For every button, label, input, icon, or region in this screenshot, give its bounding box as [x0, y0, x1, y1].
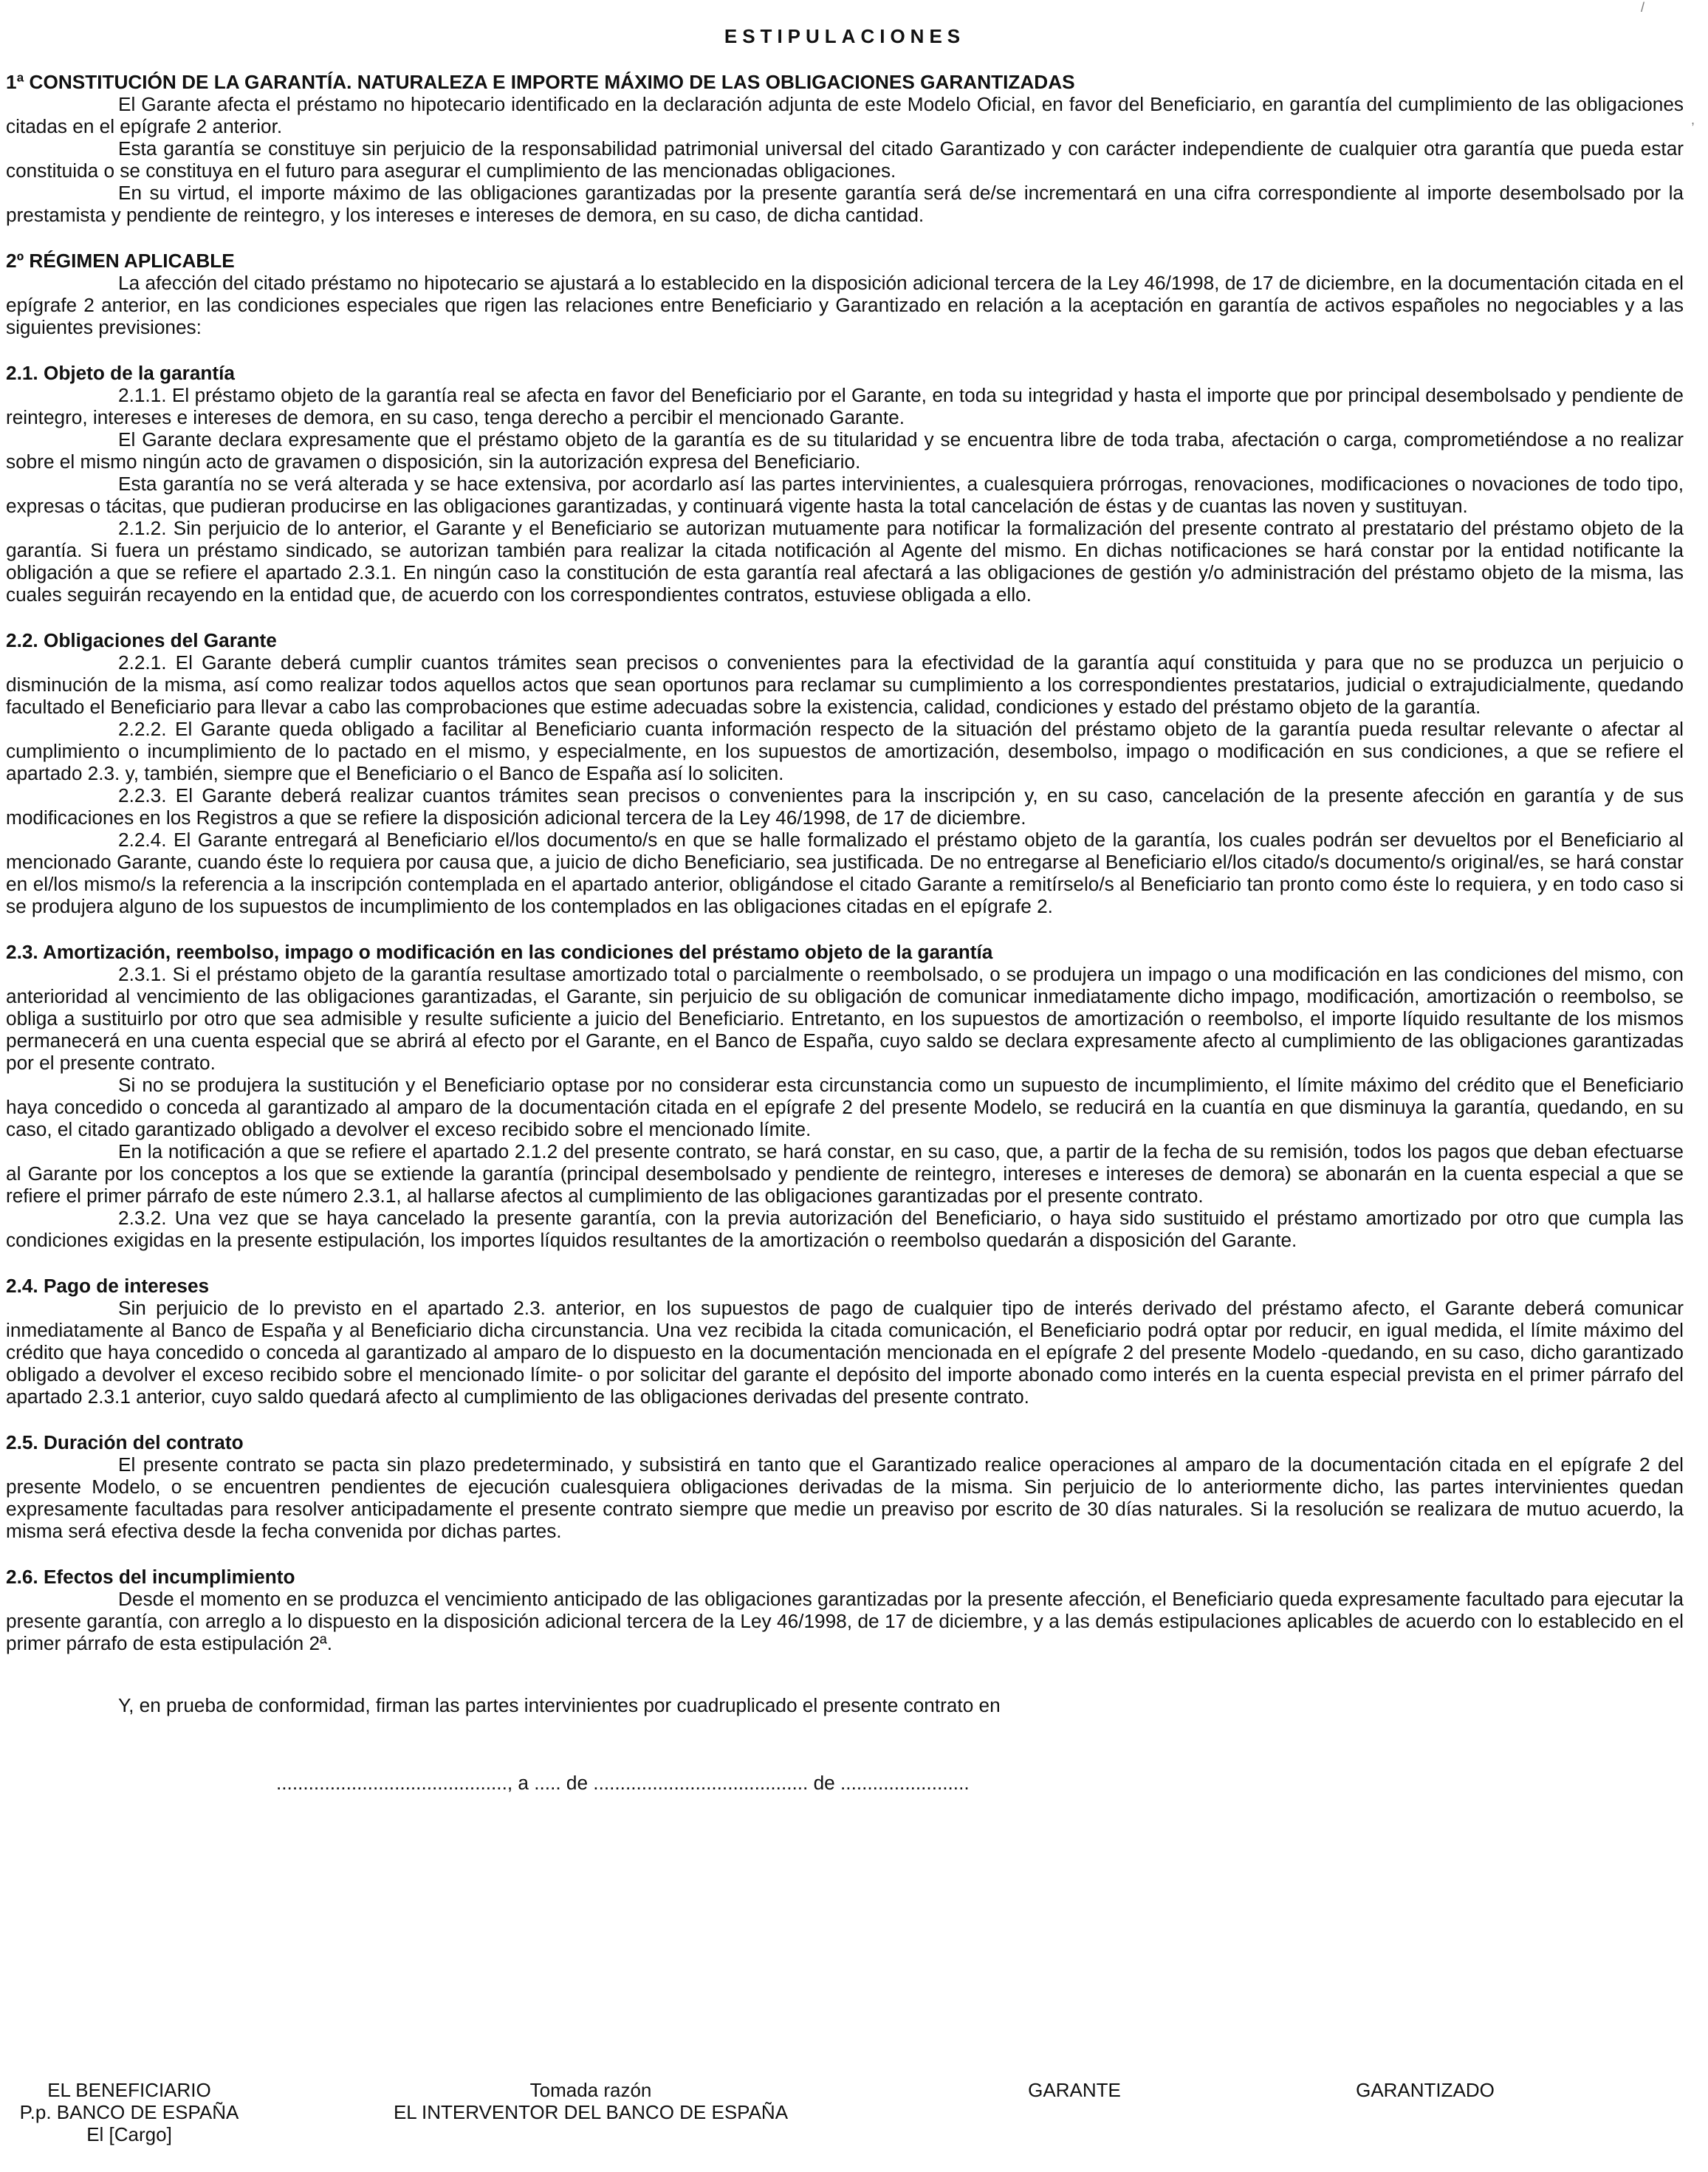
- section-heading: 1ª CONSTITUCIÓN DE LA GARANTÍA. NATURALEZA E IMPORTE MÁXIMO DE LAS OBLIGACIONES GARANTIZADAS: [6, 71, 1075, 93]
- paragraph: La afección del citado préstamo no hipotecario se ajustará a lo establecido en la disposición adicional tercera de la Ley 46/1998, de 17 de diciembre, en la documentación citada en el epígrafe 2 anterior, en las condiciones especiales que rigen las relaciones entre Beneficiario y Garantizado en relación a la aceptación en garantía de activos españoles no negociables y a las siguientes previsiones:: [6, 272, 1684, 338]
- section-heading: 2.1. Objeto de la garantía: [6, 362, 235, 384]
- paragraph: Desde el momento en se produzca el vencimiento anticipado de las obligaciones garantizadas por la presente afección, el Beneficiario queda expresamente facultado para ejecutar la presente garantía, con arreglo a lo dispuesto en la disposición adicional tercera de la Ley 46/1998, de 17 de diciembre, y a las demás estipulaciones aplicables de acuerdo con lo establecido en el primer párrafo de esta estipulación 2ª.: [6, 1588, 1684, 1654]
- section-2-2: [6, 629, 1684, 917]
- closing-statement: Y, en prueba de conformidad, firman las partes intervinientes por cuadruplicado el presente contrato en: [118, 1694, 1001, 1716]
- scan-mark: ,: [1691, 112, 1695, 127]
- document-page: [6, 25, 1684, 1794]
- signature-label: Tomada razón: [529, 2079, 652, 2101]
- section-heading: 2.4. Pago de intereses: [6, 1275, 210, 1297]
- section-2-1: [6, 362, 1684, 606]
- section-2-6: [6, 1566, 1684, 1654]
- section-2-5: [6, 1431, 1684, 1542]
- signature-label: El [Cargo]: [86, 2123, 172, 2145]
- signature-block-garante: [990, 2079, 1159, 2101]
- section-heading: 2.3. Amortización, reembolso, impago o modificación en las condiciones del préstamo objeto de la garantía: [6, 941, 993, 963]
- date-place-line: ..........................................., a ..... de ........................................ de ........................: [276, 1772, 970, 1794]
- paragraph: El Garante afecta el préstamo no hipotecario identificado en la declaración adjunta de este Modelo Oficial, en favor del Beneficiario, en garantía del cumplimiento de las obligaciones citadas en el epígrafe 2 anterior.: [6, 93, 1684, 137]
- signature-label: P.p. BANCO DE ESPAÑA: [19, 2101, 239, 2123]
- signature-label: EL BENEFICIARIO: [47, 2079, 211, 2101]
- paragraph: En su virtud, el importe máximo de las obligaciones garantizadas por la presente garantía será de/se incrementará en una cifra correspondiente al importe desembolsado por la prestamista y pendiente de reintegro, y los intereses e intereses de demora, en su caso, de dicha cantidad.: [6, 182, 1684, 226]
- signature-block-interventor: [384, 2079, 798, 2123]
- paragraph: 2.2.4. El Garante entregará al Beneficiario el/los documento/s en que se halle formalizado el préstamo objeto de la garantía, los cuales podrán ser devueltos por el Beneficiario al mencionado Garante, cuando éste lo requiera por causa que, a juicio de dicho Beneficiario, sea justificada. De no entregarse al Beneficiario el/los citado/s documento/s original/es, se hará constar en el/los mismo/s la referencia a la inscripción contemplada en el apartado anterior, obligándose el citado Garante a remitírselo/s al Beneficiario tan pronto como éste lo requiera, y en todo caso si se produjera alguno de los supuestos de incumplimiento de los contemplados en las obligaciones citadas en el epígrafe 2.: [6, 829, 1684, 917]
- paragraph: 2.2.2. El Garante queda obligado a facilitar al Beneficiario cuanta información respecto de la situación del préstamo objeto de la garantía pueda resultar relevante o afectar al cumplimiento o incumplimiento de lo pactado en el mismo, y especialmente, en los supuestos de amortización, desembolso, impago o modificación en sus condiciones, a que se refiere el apartado 2.3. y, también, siempre que el Beneficiario o el Banco de España así lo soliciten.: [6, 718, 1684, 784]
- paragraph: Esta garantía se constituye sin perjuicio de la responsabilidad patrimonial universal del citado Garantizado y con carácter independiente de cualquier otra garantía que pueda estar constituida o se constituya en el futuro para asegurar el cumplimiento de las mencionadas obligaciones.: [6, 137, 1684, 182]
- paragraph: 2.2.3. El Garante deberá realizar cuantos trámites sean precisos o convenientes para la inscripción y, en su caso, cancelación de la presente afección en garantía y de sus modificaciones en los Registros a que se refiere la disposición adicional tercera de la Ley 46/1998, de 17 de diciembre.: [6, 784, 1684, 829]
- paragraph: El Garante declara expresamente que el préstamo objeto de la garantía es de su titularidad y se encuentra libre de toda traba, afectación o carga, comprometiéndose a no realizar sobre el mismo ningún acto de gravamen o disposición, sin la autorización expresa del Beneficiario.: [6, 428, 1684, 473]
- signature-label: GARANTIZADO: [1356, 2079, 1495, 2101]
- paragraph: 2.3.2. Una vez que se haya cancelado la presente garantía, con la previa autorización del Beneficiario, o haya sido sustituido el préstamo amortizado por otro que cumpla las condiciones exigidas en la presente estipulación, los importes líquidos resultantes de la amortización o reembolso quedarán a disposición del Garante.: [6, 1207, 1684, 1251]
- paragraph: El presente contrato se pacta sin plazo predeterminado, y subsistirá en tanto que el Garantizado realice operaciones al amparo de la documentación citada en el epígrafe 2 del presente Modelo, o se encuentren pendientes de ejecución cualesquiera obligaciones derivadas de la misma. Sin perjuicio de lo anteriormente dicho, las partes intervinientes quedan expresamente facultadas para resolver anticipadamente el presente contrato siempre que medie un preaviso por escrito de 30 días naturales. Si la resolución se realizara de mutuo acuerdo, la misma será efectiva desde la fecha convenida por dichas partes.: [6, 1453, 1684, 1542]
- paragraph: 2.2.1. El Garante deberá cumplir cuantos trámites sean precisos o convenientes para la efectividad de la garantía aquí constituida y para que no se produzca un perjuicio o disminución de la misma, así como realizar todos aquellos actos que sean oportunos para reclamar su cumplimiento a los correspondientes prestatarios, judicial o extrajudicialmente, quedando facultado el Beneficiario para llevar a cabo las comprobaciones que estime adecuadas sobre la existencia, calidad, condiciones y estado del préstamo objeto de la garantía.: [6, 651, 1684, 718]
- paragraph: 2.3.1. Si el préstamo objeto de la garantía resultase amortizado total o parcialmente o reembolsado, o se produjera un impago o una modificación en las condiciones del mismo, con anterioridad al vencimiento de las obligaciones garantizadas, el Garante, sin perjuicio de su obligación de comunicar inmediatamente dicho impago, modificación, amortización o reembolso, se obliga a sustituirlo por otro que sea admisible y resulte suficiente a juicio del Beneficiario. Entretanto, en los supuestos de amortización o reembolso, el importe líquido resultante de los mismos permanecerá en una cuenta especial que se abrirá al efecto por el Garante, en el Banco de España, cuyo saldo se declara expresamente afecto al cumplimiento de las obligaciones garantizadas por el presente contrato.: [6, 963, 1684, 1074]
- signature-block-beneficiario: [0, 2079, 258, 2145]
- section-heading: 2.6. Efectos del incumplimiento: [6, 1566, 295, 1588]
- paragraph: Sin perjuicio de lo previsto en el apartado 2.3. anterior, en los supuestos de pago de cualquier tipo de interés derivado del préstamo afecto, el Garante deberá comunicar inmediatamente al Banco de España y al Beneficiario dicha circunstancia. Una vez recibida la citada comunicación, el Beneficiario podrá optar por reducir, en igual medida, el límite máximo del crédito que haya concedido o conceda al garantizado al amparo de lo dispuesto en la documentación mencionada en el epígrafe 2 del presente Modelo -quedando, en su caso, dicho garantizado obligado a devolver el exceso recibido sobre el mencionado límite- o por solicitar del garante el depósito del importe abonado como interés en la cuenta especial prevista en el primer párrafo del apartado 2.3.1 anterior, cuyo saldo quedará afecto al cumplimiento de las obligaciones derivadas del presente contrato.: [6, 1297, 1684, 1408]
- signature-label: EL INTERVENTOR DEL BANCO DE ESPAÑA: [393, 2101, 789, 2123]
- section-2-3: [6, 941, 1684, 1251]
- document-title: ESTIPULACIONES: [724, 25, 966, 47]
- section-2: [6, 250, 1684, 338]
- section-heading: 2.2. Obligaciones del Garante: [6, 629, 277, 651]
- paragraph: 2.1.2. Sin perjuicio de lo anterior, el Garante y el Beneficiario se autorizan mutuamente para notificar la formalización del presente contrato al prestatario del préstamo objeto de la garantía. Si fuera un préstamo sindicado, se autorizan también para realizar la citada notificación al Agente del mismo. En dichas notificaciones se hará constar por la entidad notificante la obligación a que se refiere el apartado 2.3.1. En ningún caso la constitución de esta garantía real afectará a las obligaciones de gestión y/o administración del préstamo objeto de la misma, las cuales seguirán recayendo en la entidad que, de acuerdo con los correspondientes contratos, estuviese obligada a ello.: [6, 517, 1684, 606]
- scan-mark: /: [1641, 0, 1645, 15]
- section-1: [6, 71, 1684, 226]
- paragraph: En la notificación a que se refiere el apartado 2.1.2 del presente contrato, se hará constar, en su caso, que, a partir de la fecha de su remisión, todos los pagos que deban efectuarse al Garante por los conceptos a los que se extiende la garantía (principal desembolsado y pendiente de reintegro, intereses e intereses de demora) se abonarán en la cuenta especial a que se refiere el primer párrafo de este número 2.3.1, al hallarse afectos al cumplimiento de las obligaciones garantizadas por el presente contrato.: [6, 1140, 1684, 1207]
- signature-label: GARANTE: [1028, 2079, 1121, 2101]
- paragraph: Si no se produjera la sustitución y el Beneficiario optase por no considerar esta circunstancia como un supuesto de incumplimiento, el límite máximo del crédito que el Beneficiario haya concedido o conceda al garantizado al amparo de la documentación citada en el epígrafe 2 del presente Modelo, se reducirá en la cuantía en que disminuya la garantía, quedando, en su caso, el citado garantizado obligado a devolver el exceso recibido sobre el mencionado límite.: [6, 1074, 1684, 1140]
- signature-block-garantizado: [1314, 2079, 1536, 2101]
- paragraph: Esta garantía no se verá alterada y se hace extensiva, por acordarlo así las partes intervinientes, a cualesquiera prórrogas, renovaciones, modificaciones o novaciones de todo tipo, expresas o tácitas, que pudieran producirse en las obligaciones garantizadas, y continuará vigente hasta la total cancelación de éstas y de cuantas las noven y sustituyan.: [6, 473, 1684, 517]
- section-heading: 2º RÉGIMEN APLICABLE: [6, 250, 235, 272]
- section-heading: 2.5. Duración del contrato: [6, 1431, 244, 1453]
- paragraph: 2.1.1. El préstamo objeto de la garantía real se afecta en favor del Beneficiario por el Garante, en toda su integridad y hasta el importe que por principal desembolsado y pendiente de reintegro, intereses e intereses de demora, en su caso, tenga derecho a percibir el mencionado Garante.: [6, 384, 1684, 428]
- section-2-4: [6, 1275, 1684, 1408]
